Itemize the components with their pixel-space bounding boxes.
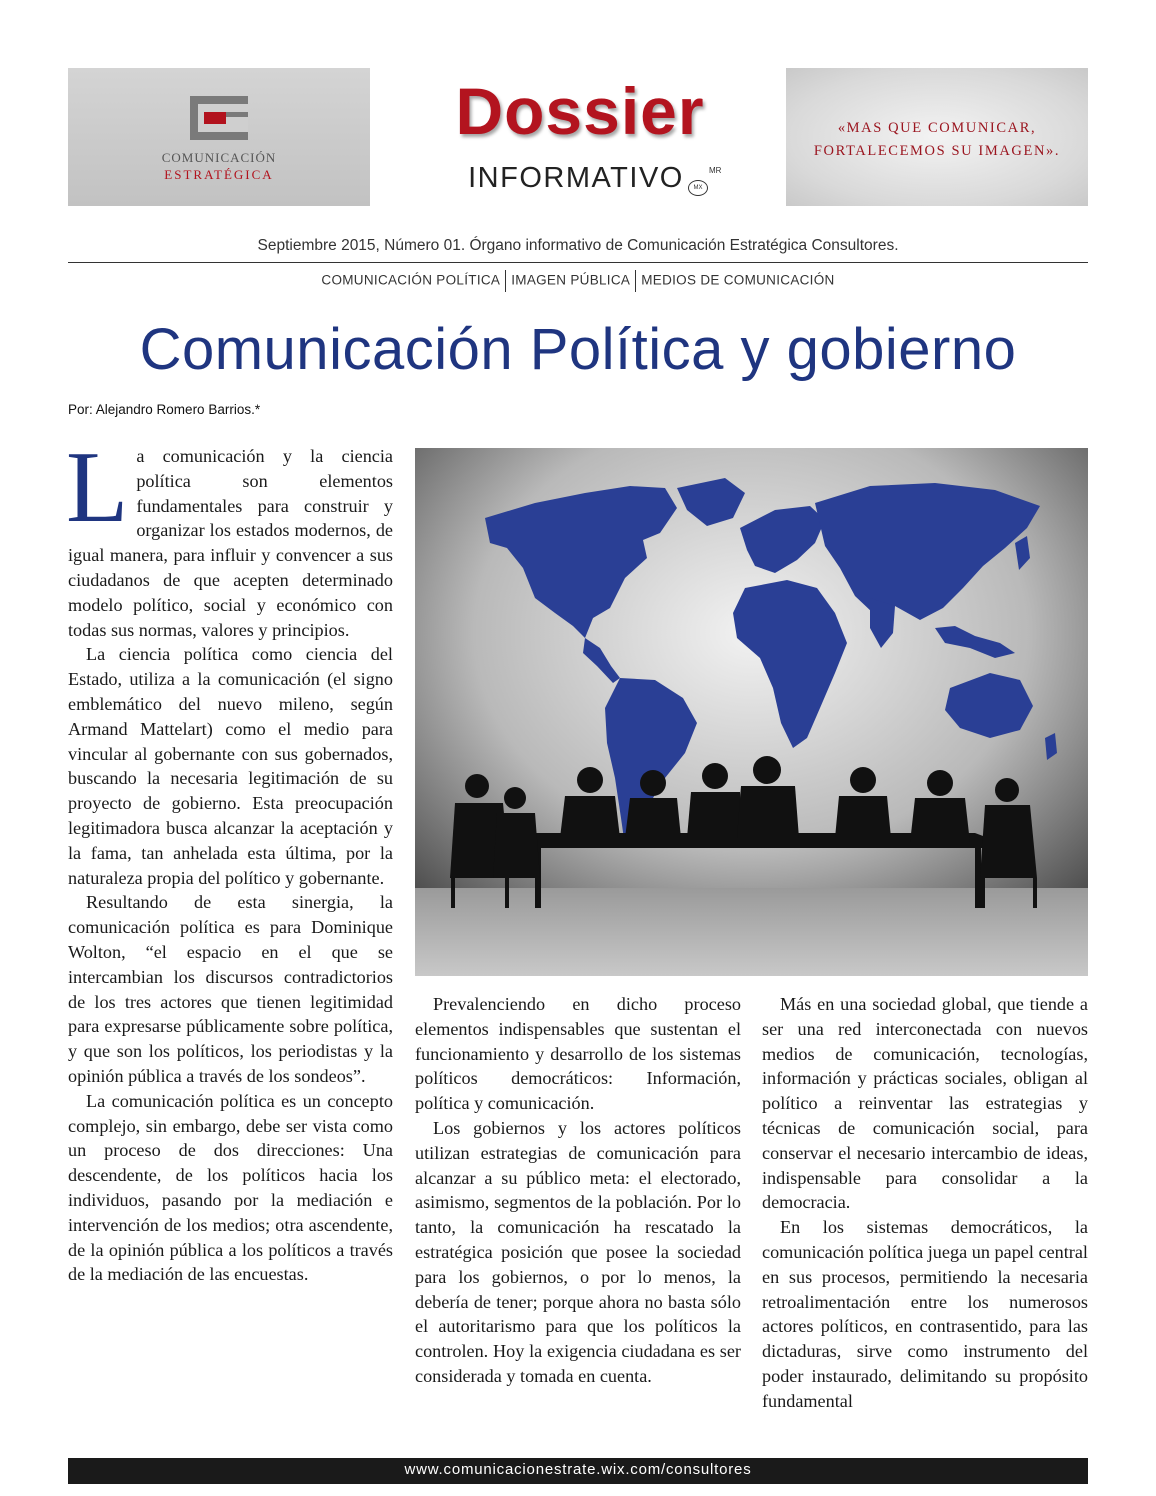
- masthead-mr-mark: MR: [709, 166, 722, 175]
- masthead-mx-badge: MX: [688, 180, 708, 196]
- masthead-subtitle: INFORMATIVO: [468, 162, 684, 194]
- paragraph-3: Resultando de esta sinergia, la comunicación política es para Dominique Wolton, “el espacio en el que se intercambian los discursos contradictorios de los tres actores que tienen legitimidad para expresarse públicamente sobre política, y que son los políticos, los periodistas y la opinión pública a través de los sondeos”.: [68, 892, 393, 1086]
- section-separator: [635, 270, 636, 292]
- paragraph-2: La ciencia política como ciencia del Estado, utiliza a la comunicación (el signo emblemático del nuevo mileno, según Armand Mattelart) como el medio para vincular al gobernante con sus gobernados, buscando la necesaria legitimación de su proyecto de gobierno. Esta preocupación legitimadora busca alcanzar la aceptación y la fama, tan anhelada esta última, por la naturaleza propia del político y gobernante.: [68, 644, 393, 888]
- paragraph-5: Prevalenciendo en dicho proceso elementos indispensables que sustentan el funcionamiento y desarrollo de los sistemas políticos democráticos: Información, política y comunicación.: [415, 994, 741, 1114]
- footer-bar: [68, 1458, 1088, 1484]
- paragraph-4: La comunicación política es un concepto complejo, sin embargo, debe ser vista como un proceso de dos direcciones: Una descendente, de los políticos hacia los individuos, pasando por la mediación e intervención de los medios; otra ascendente, de la opinión pública a los políticos a través de la mediación de las encuestas.: [68, 1090, 393, 1285]
- world-map-meeting-photo: [415, 448, 1088, 976]
- company-logo: [68, 68, 370, 206]
- article-column-3: [762, 992, 1088, 1414]
- issue-line: Septiembre 2015, Número 01. Órgano informativo de Comunicación Estratégica Consultores.: [257, 237, 899, 254]
- section-nav: [68, 270, 1088, 292]
- article-column-2: [415, 992, 741, 1389]
- section-political: COMUNICACIÓN POLÍTICA: [321, 272, 501, 288]
- slogan-line2: FORTALECEMOS SU IMAGEN».: [813, 143, 1061, 159]
- section-public-image: IMAGEN PÚBLICA: [511, 272, 631, 288]
- article-column-1: [66, 431, 393, 1287]
- slogan-box: [786, 68, 1088, 206]
- drop-cap: L: [66, 431, 129, 544]
- header-divider: [68, 262, 1088, 263]
- section-separator: [505, 270, 506, 292]
- logo-text-line1: COMUNICACIÓN: [161, 150, 277, 165]
- paragraph-1: La comunicación y la ciencia política son elementos fundamentales para construir y organizar los estados modernos, de igual manera, para influir y convencer a sus ciudadanos de que acepten determinado modelo político, social y económico con todas sus normas, valores y principios.: [66, 431, 393, 640]
- article-headline: Comunicación Política y gobierno: [139, 317, 1017, 382]
- paragraph-8: En los sistemas democráticos, la comunicación política juega un papel central en sus procesos, permitiendo la necesaria retroalimentación entre los numerosos actores políticos, en contrasentido, para las dictaduras, sirve como instrumento del poder instaurado, delimitando su propósito fundamental: [762, 1217, 1088, 1411]
- slogan-line1: «MAS QUE COMUNICAR,: [837, 120, 1037, 136]
- paragraph-6: Los gobiernos y los actores políticos utilizan estrategias de comunicación para alcanzar a su público meta: el electorado, asimismo, segmentos de la población. Por lo tanto, la comunicación ha rescatado la estratégica posición que posee la sociedad para los gobiernos, o por lo menos, la debería de tener; porque ahora no basta sólo el autoritarismo para que los políticos la controlen. Hoy la exigencia ciudadana es ser considerada y tomada en cuenta.: [415, 1117, 741, 1386]
- footer-website-link[interactable]: www.comunicacionestrate.wix.com/consultores: [404, 1461, 752, 1478]
- logo-mark-icon: [190, 96, 248, 140]
- article-byline: Por: Alejandro Romero Barrios.*: [68, 402, 261, 417]
- section-media: MEDIOS DE COMUNICACIÓN: [641, 272, 835, 288]
- paragraph-7: Más en una sociedad global, que tiende a ser una red interconectada con nuevos medios de comunicación, tecnologías, información y prácticas sociales, obligan al político a reinventar las estrategias y técnicas de comunicación social, para conservar el necesario intercambio de ideas, indispensable para consolidar a la democracia.: [762, 994, 1088, 1213]
- logo-text-line2: ESTRATÉGICA: [164, 167, 274, 182]
- masthead-title: Dossier: [455, 74, 705, 148]
